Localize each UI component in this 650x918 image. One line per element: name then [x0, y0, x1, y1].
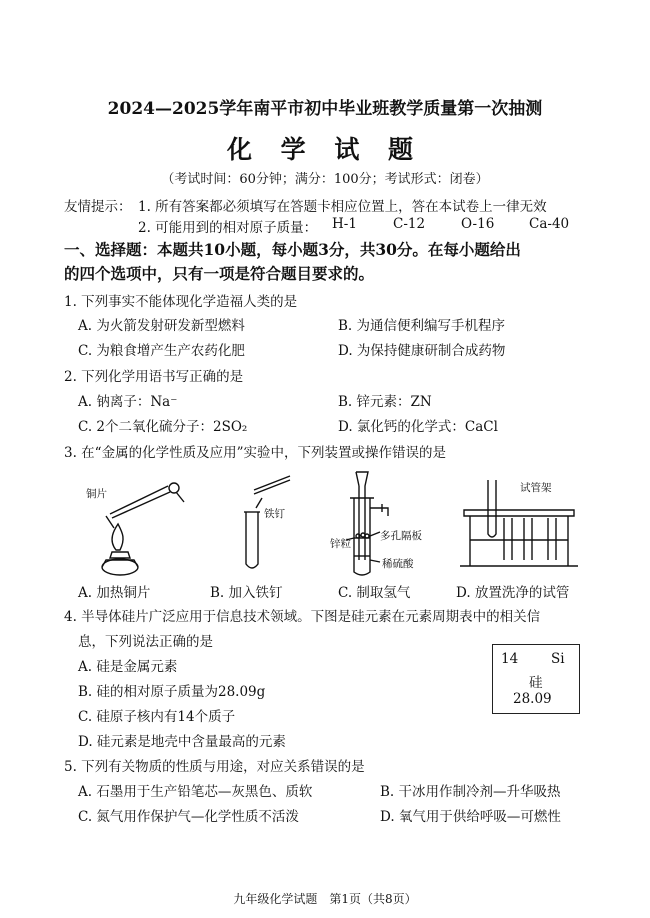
element-name: 硅 [529, 675, 543, 691]
mass-o: O-16 [461, 216, 495, 232]
q2-option-c: C. 2个二氧化硫分子：2SO₂ [78, 419, 248, 435]
q5-option-b: B. 干冰用作制冷剂—升华吸热 [380, 784, 561, 800]
section1-line1: 一、选择题：本题共10小题，每小题3分，共30分。在每小题给出 [64, 240, 521, 259]
element-symbol: Si [551, 651, 565, 667]
label-iron-nail: 铁钉 [264, 508, 285, 520]
q3-stem: 3. 在“金属的化学性质及应用”实验中，下列装置或操作错误的是 [64, 445, 446, 461]
label-rack: 试管架 [520, 482, 552, 494]
q5-option-a: A. 石墨用于生产铅笔芯—灰黑色、质软 [78, 784, 313, 800]
q1-option-a: A. 为火箭发射研发新型燃料 [78, 318, 245, 334]
q5-option-c: C. 氮气用作保护气—化学性质不活泼 [78, 809, 299, 825]
atomic-mass: 28.09 [513, 691, 552, 707]
q4-option-a: A. 硅是金属元素 [78, 659, 178, 675]
q3-option-b: B. 加入铁钉 [210, 585, 283, 601]
tips-line2: 2. 可能用到的相对原子质量： [138, 220, 318, 236]
q2-option-a: A. 钠离子：Na⁻ [78, 394, 178, 410]
q4-option-d: D. 硅元素是地壳中含量最高的元素 [78, 734, 286, 750]
atomic-number: 14 [501, 651, 519, 667]
label-dilute-acid: 稀硫酸 [382, 558, 414, 570]
element-cell [492, 644, 580, 714]
q2-option-d: D. 氯化钙的化学式：CaCl [338, 419, 498, 435]
q3-option-d: D. 放置洗净的试管 [456, 585, 570, 601]
q1-option-d: D. 为保持健康研制合成药物 [338, 343, 506, 359]
mass-c: C-12 [393, 216, 426, 232]
adding-nail-figure [232, 472, 312, 577]
q4-option-c: C. 硅原子核内有14个质子 [78, 709, 236, 725]
mass-h: H-1 [332, 216, 357, 232]
exam-info: （考试时间：60分钟；满分：100分；考试形式：闭卷） [161, 172, 489, 187]
tips-label: 友情提示： [64, 199, 132, 215]
exam-title: 2024—2025学年南平市初中毕业班教学质量第一次抽测 [107, 99, 543, 119]
q1-option-c: C. 为粮食增产生产农药化肥 [78, 343, 245, 359]
q3-option-a: A. 加热铜片 [78, 585, 151, 601]
subject-title: 化 学 试 题 [226, 135, 424, 164]
page-footer: 九年级化学试题 第1页（共8页） [233, 892, 417, 906]
q4-stem-line1: 4. 半导体硅片广泛应用于信息技术领域。下图是硅元素在元素周期表中的相关信 [64, 609, 541, 625]
q1-option-b: B. 为通信便利编写手机程序 [338, 318, 506, 334]
q5-stem: 5. 下列有关物质的性质与用途，对应关系错误的是 [64, 759, 365, 775]
label-porous-plate: 多孔隔板 [380, 530, 422, 542]
q3-option-c: C. 制取氢气 [338, 585, 411, 601]
q4-stem-line2: 息，下列说法正确的是 [78, 634, 213, 650]
label-zinc: 锌粒 [330, 538, 351, 550]
tips-line1: 1. 所有答案都必须填写在答题卡相应位置上，答在本试卷上一律无效 [138, 199, 547, 215]
q2-stem: 2. 下列化学用语书写正确的是 [64, 369, 244, 385]
label-copper-strip: 铜片 [86, 488, 107, 500]
q2-option-b: B. 锌元素：ZN [338, 394, 432, 410]
section1-line2: 的四个选项中，只有一项是符合题目要求的。 [64, 264, 375, 283]
q5-option-d: D. 氧气用于供给呼吸—可燃性 [380, 809, 561, 825]
q4-option-b: B. 硅的相对原子质量为28.09g [78, 684, 266, 700]
q1-stem: 1. 下列事实不能体现化学造福人类的是 [64, 294, 298, 310]
mass-ca: Ca-40 [529, 216, 570, 232]
heating-copper-figure [80, 468, 190, 573]
